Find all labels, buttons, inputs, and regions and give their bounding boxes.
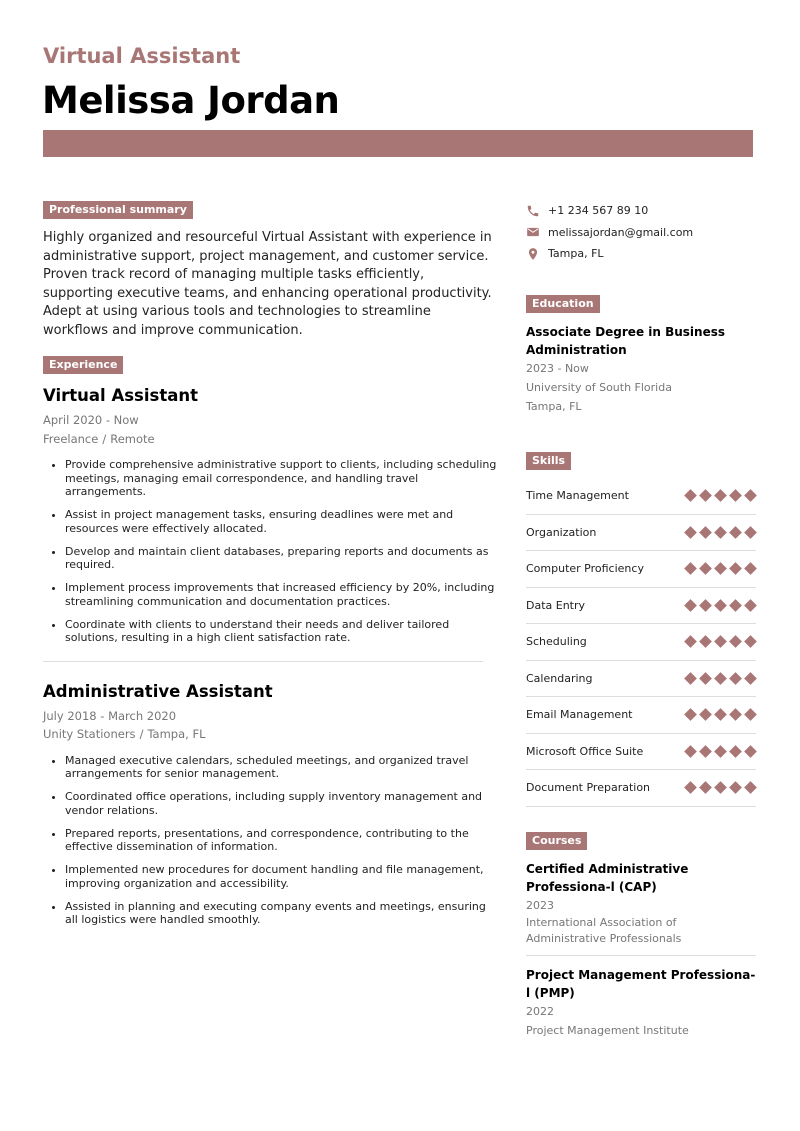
- rating-diamond-icon: [684, 599, 697, 612]
- rating-diamond-icon: [714, 781, 727, 794]
- bullet-item: • Managed executive calendars, scheduled meetings, and organized travel arrangements for senior management.: [65, 754, 498, 781]
- rating-diamond-icon: [699, 745, 712, 758]
- skill-name: Microsoft Office Suite: [526, 744, 644, 758]
- rating-diamond-icon: [699, 489, 712, 502]
- bullet-item: • Prepared reports, presentations, and correspondence, contributing to the effective dissemination of information.: [65, 827, 498, 854]
- map-pin-icon: [526, 247, 540, 261]
- rating-diamond-icon: [699, 672, 712, 685]
- course-year: 2022: [526, 1005, 554, 1018]
- bullet-item: • Implemented new procedures for document handling and file management, improving organization and accessibility.: [65, 863, 498, 890]
- rating-diamond-icon: [729, 672, 742, 685]
- skill-name: Email Management: [526, 708, 633, 722]
- skill-row: [526, 624, 756, 661]
- education-heading: Education: [526, 295, 600, 313]
- experience-section: [43, 355, 498, 936]
- skill-rating: [685, 710, 756, 719]
- bullet-item: • Coordinated office operations, including supply inventory management and vendor relations.: [65, 790, 498, 817]
- rating-diamond-icon: [684, 708, 697, 721]
- rating-diamond-icon: [744, 526, 757, 539]
- rating-diamond-icon: [744, 781, 757, 794]
- bullet-item: • Coordinate with clients to understand their needs and deliver tailored solutions, resulting in a high client satisfaction rate.: [65, 618, 498, 645]
- experience-heading: Experience: [43, 356, 123, 374]
- education-dates: 2023 - Now: [526, 362, 589, 375]
- education-location: Tampa, FL: [526, 400, 582, 413]
- skills-heading: Skills: [526, 452, 571, 470]
- phone-link[interactable]: +1 234 567 89 10: [548, 204, 649, 218]
- job-dates: April 2020 - Now: [43, 413, 139, 427]
- meta-separator: /: [139, 727, 144, 741]
- rating-diamond-icon: [714, 635, 727, 648]
- rating-diamond-icon: [729, 562, 742, 575]
- skill-rating: [685, 783, 756, 792]
- course-title: Project Management Professiona-l (PMP): [526, 968, 756, 1000]
- job-entry: [43, 682, 498, 927]
- contact-phone-row: [526, 200, 756, 222]
- header-accent-bar: [43, 130, 753, 157]
- skill-name: Calendaring: [526, 671, 593, 685]
- course-entry: [526, 860, 756, 947]
- skill-row: [526, 478, 756, 515]
- rating-diamond-icon: [714, 745, 727, 758]
- envelope-icon: [526, 225, 540, 239]
- contact-section: [526, 200, 756, 265]
- phone-icon: [526, 204, 540, 218]
- skill-name: Time Management: [526, 489, 629, 503]
- course-entry: [526, 966, 756, 1040]
- courses-heading: Courses: [526, 832, 587, 850]
- job-entry: [43, 386, 498, 645]
- skill-rating: [685, 674, 756, 683]
- bullet-item: • Provide comprehensive administrative support to clients, including scheduling meetings, managing email correspondence, and handling travel arrangements.: [65, 458, 498, 499]
- job-bullets: [43, 754, 498, 927]
- skill-row: [526, 770, 756, 807]
- rating-diamond-icon: [744, 562, 757, 575]
- rating-diamond-icon: [684, 745, 697, 758]
- contact-email-row: [526, 222, 756, 244]
- degree-title: Associate Degree in Business Administration: [526, 325, 726, 357]
- skill-name: Document Preparation: [526, 781, 651, 795]
- education-school: University of South Florida: [526, 381, 672, 394]
- skill-name: Computer Proficiency: [526, 562, 644, 576]
- rating-diamond-icon: [729, 708, 742, 721]
- rating-diamond-icon: [684, 635, 697, 648]
- rating-diamond-icon: [729, 781, 742, 794]
- rating-diamond-icon: [744, 635, 757, 648]
- rating-diamond-icon: [714, 562, 727, 575]
- course-org: Project Management Institute: [526, 1024, 689, 1037]
- skill-rating: [685, 637, 756, 646]
- job-location: Remote: [110, 431, 155, 446]
- job-company: Freelance: [43, 431, 99, 446]
- rating-diamond-icon: [699, 526, 712, 539]
- rating-diamond-icon: [714, 599, 727, 612]
- skill-row: [526, 697, 756, 734]
- summary-section: [43, 200, 498, 340]
- job-role-title: Virtual Assistant: [43, 44, 241, 68]
- job-title: Virtual Assistant: [43, 386, 198, 405]
- skill-row: [526, 661, 756, 698]
- rating-diamond-icon: [744, 672, 757, 685]
- rating-diamond-icon: [729, 489, 742, 502]
- rating-diamond-icon: [729, 526, 742, 539]
- skill-rating: [685, 491, 756, 500]
- skill-row: [526, 515, 756, 552]
- bullet-item: • Develop and maintain client databases, preparing reports and documents as required.: [65, 545, 498, 572]
- summary-heading: Professional summary: [43, 201, 193, 219]
- skill-row: [526, 588, 756, 625]
- skill-name: Data Entry: [526, 598, 586, 612]
- job-title: Administrative Assistant: [43, 681, 273, 701]
- rating-diamond-icon: [699, 708, 712, 721]
- rating-diamond-icon: [744, 599, 757, 612]
- bullet-item: • Assisted in planning and executing company events and meetings, ensuring all logistics were handled smoothly.: [65, 900, 498, 927]
- courses-section: [526, 831, 756, 1040]
- rating-diamond-icon: [714, 672, 727, 685]
- course-org: International Association of Administrative Professionals: [526, 916, 682, 945]
- email-link[interactable]: melissajordan@gmail.com: [548, 225, 694, 239]
- job-bullets: [43, 458, 498, 645]
- job-dates: July 2018 - March 2020: [43, 708, 177, 723]
- rating-diamond-icon: [744, 708, 757, 721]
- rating-diamond-icon: [684, 526, 697, 539]
- skills-list: [526, 478, 756, 807]
- rating-diamond-icon: [699, 562, 712, 575]
- course-year: 2023: [526, 899, 554, 912]
- rating-diamond-icon: [714, 708, 727, 721]
- skill-row: [526, 551, 756, 588]
- skill-name: Organization: [526, 525, 597, 539]
- rating-diamond-icon: [714, 526, 727, 539]
- education-section: [526, 294, 756, 416]
- rating-diamond-icon: [744, 489, 757, 502]
- course-title: Certified Administrative Professiona-l (CAP): [526, 862, 689, 894]
- rating-diamond-icon: [699, 781, 712, 794]
- job-divider: [43, 661, 483, 662]
- skill-rating: [685, 747, 756, 756]
- bullet-item: • Implement process improvements that increased efficiency by 20%, including streamlining communication and documentation practices.: [65, 581, 498, 608]
- rating-diamond-icon: [684, 562, 697, 575]
- skill-row: [526, 734, 756, 771]
- rating-diamond-icon: [744, 745, 757, 758]
- meta-separator: /: [102, 431, 107, 446]
- skill-rating: [685, 601, 756, 610]
- bullet-item: • Assist in project management tasks, ensuring deadlines were met and resources were effectively allocated.: [65, 508, 498, 535]
- course-divider: [526, 955, 756, 956]
- skill-rating: [685, 528, 756, 537]
- skills-section: [526, 451, 756, 807]
- rating-diamond-icon: [684, 781, 697, 794]
- rating-diamond-icon: [729, 745, 742, 758]
- rating-diamond-icon: [699, 599, 712, 612]
- summary-text: Highly organized and resourceful Virtual Assistant with experience in administrative support, project management, and customer service. Proven track record of managing multiple tasks efficiently, supporting executive teams, and enhancing operational productivity. Adept at using various tools and technologies to streamline workflows and improve communication.: [43, 230, 492, 338]
- rating-diamond-icon: [699, 635, 712, 648]
- skill-rating: [685, 564, 756, 573]
- job-location: Tampa, FL: [147, 727, 206, 741]
- job-company: Unity Stationers: [43, 727, 136, 741]
- rating-diamond-icon: [729, 635, 742, 648]
- location-text: Tampa, FL: [548, 247, 604, 261]
- rating-diamond-icon: [729, 599, 742, 612]
- rating-diamond-icon: [684, 672, 697, 685]
- contact-location-row: [526, 243, 756, 265]
- skill-name: Scheduling: [526, 635, 587, 649]
- candidate-name: Melissa Jordan: [42, 79, 340, 122]
- rating-diamond-icon: [684, 489, 697, 502]
- job-company-line: [43, 725, 498, 744]
- job-company-line: [43, 430, 498, 449]
- rating-diamond-icon: [714, 489, 727, 502]
